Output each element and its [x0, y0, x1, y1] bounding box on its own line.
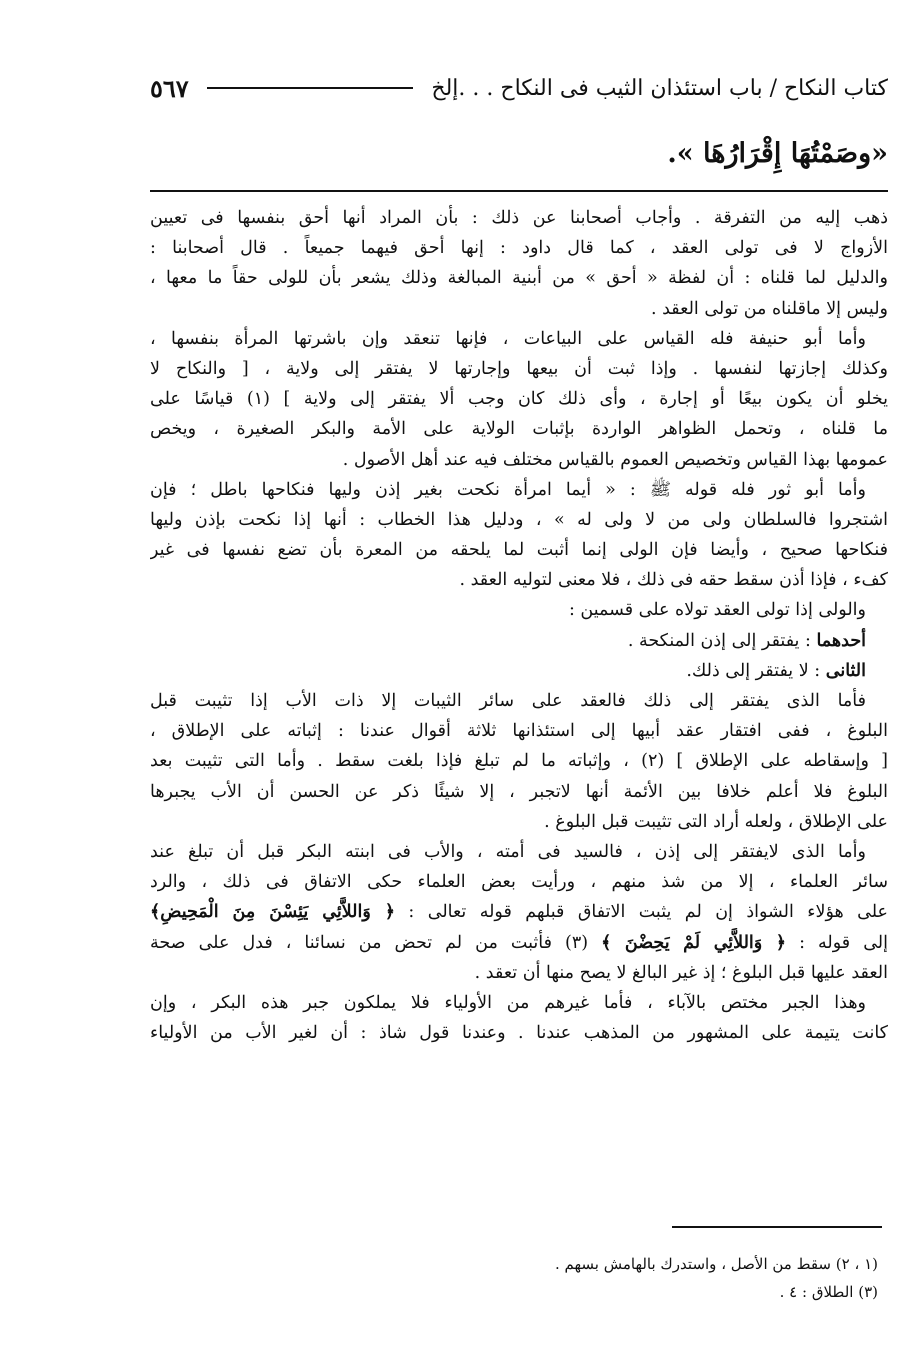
quran-verse: ﴿ وَاللاَّئِي لَمْ يَحِضْنَ ﴾	[601, 932, 787, 953]
text-line: البلوغ فلا أعلم خلافا بين الأئمة أنها لاتجبر ، إلا شيئًا ذكر عن الحسن أن الأب يجبرها	[150, 781, 888, 802]
text-line: البلوغ ، ففى افتقار عقد أبيها إلى استئذانها ثلاثة أقوال عندنا : إثباته على الإطلاق ،	[150, 721, 888, 742]
text-line: وليس إلا ماقلناه من تولى العقد .	[650, 298, 888, 319]
text-line: ما قلناه ، وتحمل الظواهر الواردة بإثبات الولاية على الأمة والبكر الصغيرة ، ويخص	[150, 419, 888, 440]
text-line: فأما الذى يفتقر إلى ذلك فالعقد على سائر الثيبات إلا ذات الأب إذا تثيبت قبل	[150, 691, 866, 711]
text-line	[150, 656, 888, 686]
division-text-second: : لا يفتقر إلى ذلك.	[686, 660, 826, 681]
header-title: كتاب النكاح / باب استئذان الثيب فى النكاح . . .إلخ	[431, 75, 888, 101]
hadith-quote: «وصَمْتُهَا إِقْرَارُهَا ».	[667, 138, 888, 169]
text-line	[150, 626, 888, 656]
division-text-first: : يفتقر إلى إذن المنكحة .	[627, 630, 817, 651]
text-line: وكذلك إجازتها لنفسها . وإذا ثبت أن بيعها وإجارتها لا يفتقر إلى ولاية ، [ والنكاح لا	[150, 358, 888, 379]
footnotes	[150, 1250, 878, 1306]
section-divider	[150, 190, 888, 192]
text-line: الأزواج لا فى تولى العقد ، كما قال داود : إنها أحق فيهما جميعاً . قال أصحابنا :	[150, 238, 888, 259]
text-line: والدليل لما قلناه : أن لفظة « أحق » من أبنية المبالغة وذلك يشعر بأن للولى حقاً ما معها ،	[150, 268, 888, 289]
text-line	[150, 897, 888, 927]
body-text	[150, 203, 888, 1048]
line-text: على هؤلاء الشواذ إن لم يثبت الاتفاق قبلهم قوله تعالى :	[394, 902, 888, 923]
text-line: كفء ، فإذا أذن سقط حقه فى ذلك ، فلا معنى لتوليه العقد .	[459, 570, 888, 591]
running-header	[150, 70, 888, 106]
text-line: سائر العلماء ، إلا من شذ منهم ، ورأيت بعض العلماء حكى الاتفاق فى ذلك ، والرد	[150, 872, 888, 893]
text-line: [ وإسقاطه على الإطلاق ] (٢) ، وإثباته ما لم تبلغ فإذا بلغت سقط . وأما التى تثيبت بعد	[150, 751, 888, 772]
text-line: وهذا الجبر مختص بالآباء ، فأما غيرهم من الأولياء فلا يملكون جبر هذه البكر ، وإن	[150, 992, 866, 1013]
text-line: كانت يتيمة على المشهور من المذهب عندنا . وعندنا قول شاذ : أن لغير الأب من الأولياء	[150, 1023, 888, 1044]
text-line: فنكاحها صحيح ، وأيضا فإن الولى إنما أثبت لما يلحقه من المعرة بأن تضع نفسها فى غير	[150, 540, 888, 561]
division-label-first: أحدهما	[816, 630, 866, 651]
text-line: ذهب إليه من التفرقة . وأجاب أصحابنا عن ذلك : بأن المراد أنها أحق بنفسها فى تعيين	[150, 208, 888, 228]
text-line: العقد عليها قبل البلوغ ؛ إذ غير البالغ لا يصح منها أن تعقد .	[474, 962, 888, 983]
line-text: إلى قوله :	[786, 932, 888, 953]
text-line: وأما أبو حنيفة فله القياس على البياعات ، فإنها تنعقد وإن باشرتها المرأة بنفسها ،	[150, 328, 866, 349]
text-line: وأما أبو ثور فله قوله ﷺ : « أيما امرأة نكحت بغير إذن وليها فنكاحها باطل ؛ فإن	[150, 479, 866, 500]
division-label-second: الثانى	[825, 660, 866, 681]
text-line: عمومها بهذا القياس وتخصيص العموم بالقياس مختلف فيه عند أهل الأصول .	[342, 449, 888, 470]
text-line: على الإطلاق ، ولعله أراد التى تثيبت قبل البلوغ .	[544, 811, 888, 832]
text-line: اشتجروا فالسلطان ولى من لا ولى له » ، ودليل هذا الخطاب : أنها إذا نكحت بإذن وليها	[150, 509, 888, 530]
footnote-divider	[672, 1226, 882, 1228]
line-text: (٣) فأثبت من لم تحض من نسائنا ، فدل على صحة	[150, 932, 602, 953]
text-line: وأما الذى لايفتقر إلى إذن ، فالسيد فى أمته ، والأب فى ابنته البكر قبل أن تبلغ عند	[150, 841, 866, 862]
quran-verse: ﴿ وَاللاَّئِي يَئِسْنَ مِنَ الْمَحِيضِ﴾	[150, 902, 395, 923]
footnote: (٣) الطلاق : ٤ .	[779, 1283, 878, 1301]
text-line: يخلو أن يكون بيعًا أو إجارة ، وأى ذلك كان وجب ألا يفتقر إلى ولاية ] (١) قياسًا على	[150, 389, 888, 410]
page-number: ٥٦٧	[150, 73, 189, 103]
text-line	[150, 928, 888, 958]
text-line: والولى إذا تولى العقد تولاه على قسمين :	[568, 600, 866, 621]
header-rule	[207, 87, 414, 89]
footnote: (١ ، ٢) سقط من الأصل ، واستدرك بالهامش بسهم .	[554, 1255, 878, 1273]
